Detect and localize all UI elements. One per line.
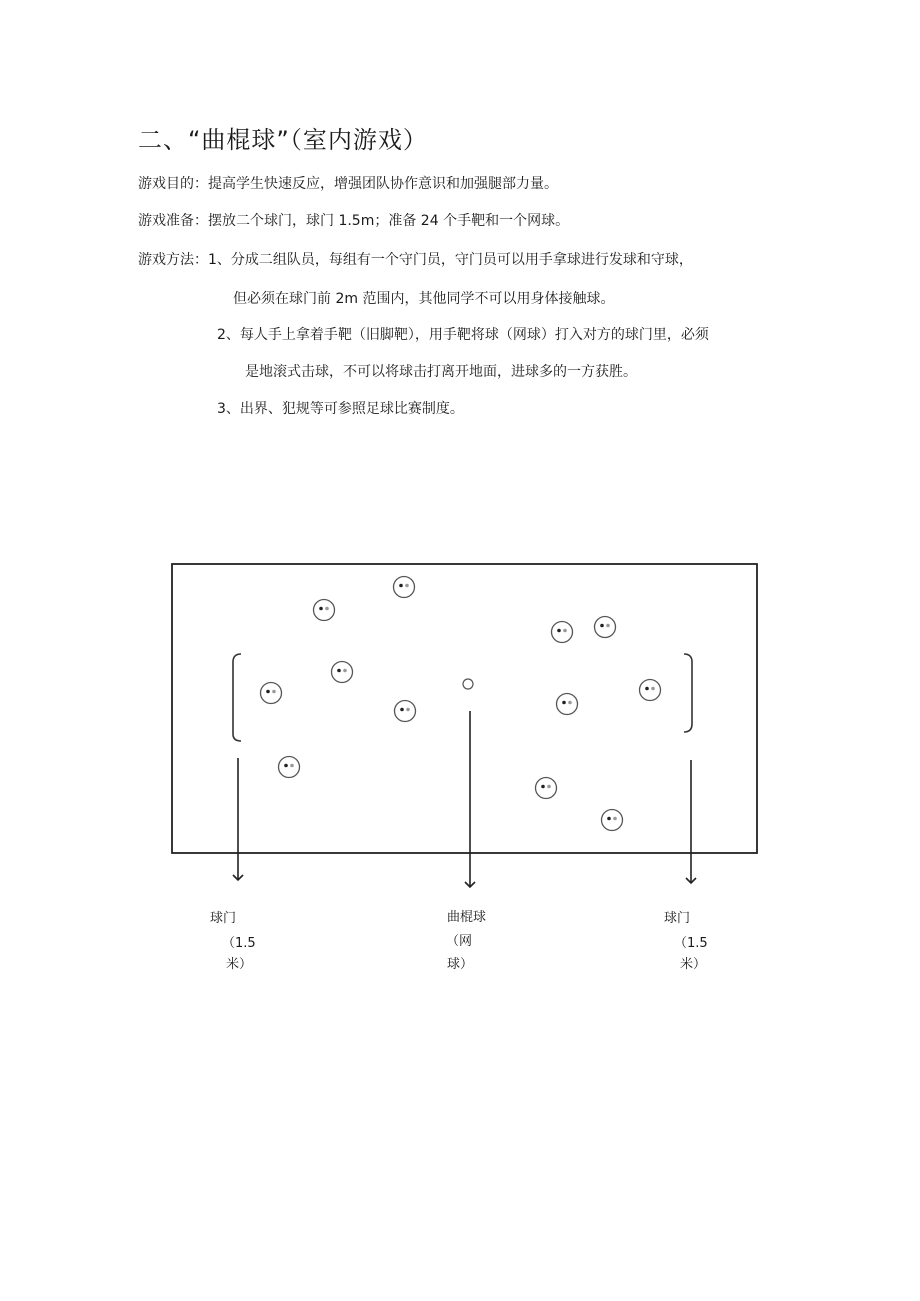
player-icon — [261, 683, 282, 704]
left-goal-bracket — [233, 654, 241, 741]
player-icon — [332, 662, 353, 683]
right-goal-caption-1: 球门 — [664, 911, 691, 926]
player-icon — [394, 577, 415, 598]
player-icon — [640, 680, 661, 701]
left-goal-caption-3: 米） — [226, 957, 253, 972]
left-goal-caption-2: （1.5 — [222, 936, 256, 951]
ball-caption-1: 曲棍球 — [447, 910, 487, 925]
player-icon — [557, 694, 578, 715]
player-icon — [314, 600, 335, 621]
player-icon — [536, 778, 557, 799]
player-icon — [279, 757, 300, 778]
right-goal-bracket — [684, 654, 692, 732]
game-method-rule1-line1: 游戏方法：1、分成二组队员，每组有一个守门员，守门员可以用手拿球进行发球和守球， — [138, 252, 693, 268]
game-method-rule3: 3、出界、犯规等可参照足球比赛制度。 — [217, 401, 464, 417]
game-preparation: 游戏准备：摆放二个球门，球门 1.5m；准备 24 个手靶和一个网球。 — [138, 213, 570, 229]
game-method-rule2-line1: 2、每人手上拿着手靶（旧脚靶），用手靶将球（网球）打入对方的球门里，必须 — [217, 327, 709, 343]
ball-icon — [463, 679, 473, 689]
right-goal-caption-2: （1.5 — [674, 936, 708, 951]
field-boundary — [172, 564, 757, 853]
page-title: 二、“曲棍球”（室内游戏） — [138, 126, 428, 154]
player-icon — [552, 622, 573, 643]
ball-caption-2: （网 — [446, 934, 473, 949]
game-purpose: 游戏目的：提高学生快速反应，增强团队协作意识和加强腿部力量。 — [138, 176, 558, 192]
ball-caption-3: 球） — [447, 957, 474, 972]
game-method-rule1-line2: 但必须在球门前 2m 范围内，其他同学不可以用身体接触球。 — [233, 291, 615, 307]
right-goal-caption-3: 米） — [680, 957, 707, 972]
player-icon — [595, 617, 616, 638]
game-method-rule2-line2: 是地滚式击球，不可以将球击打离开地面，进球多的一方获胜。 — [245, 364, 637, 380]
player-icon — [395, 701, 416, 722]
left-goal-caption-1: 球门 — [210, 911, 237, 926]
player-icon — [602, 810, 623, 831]
